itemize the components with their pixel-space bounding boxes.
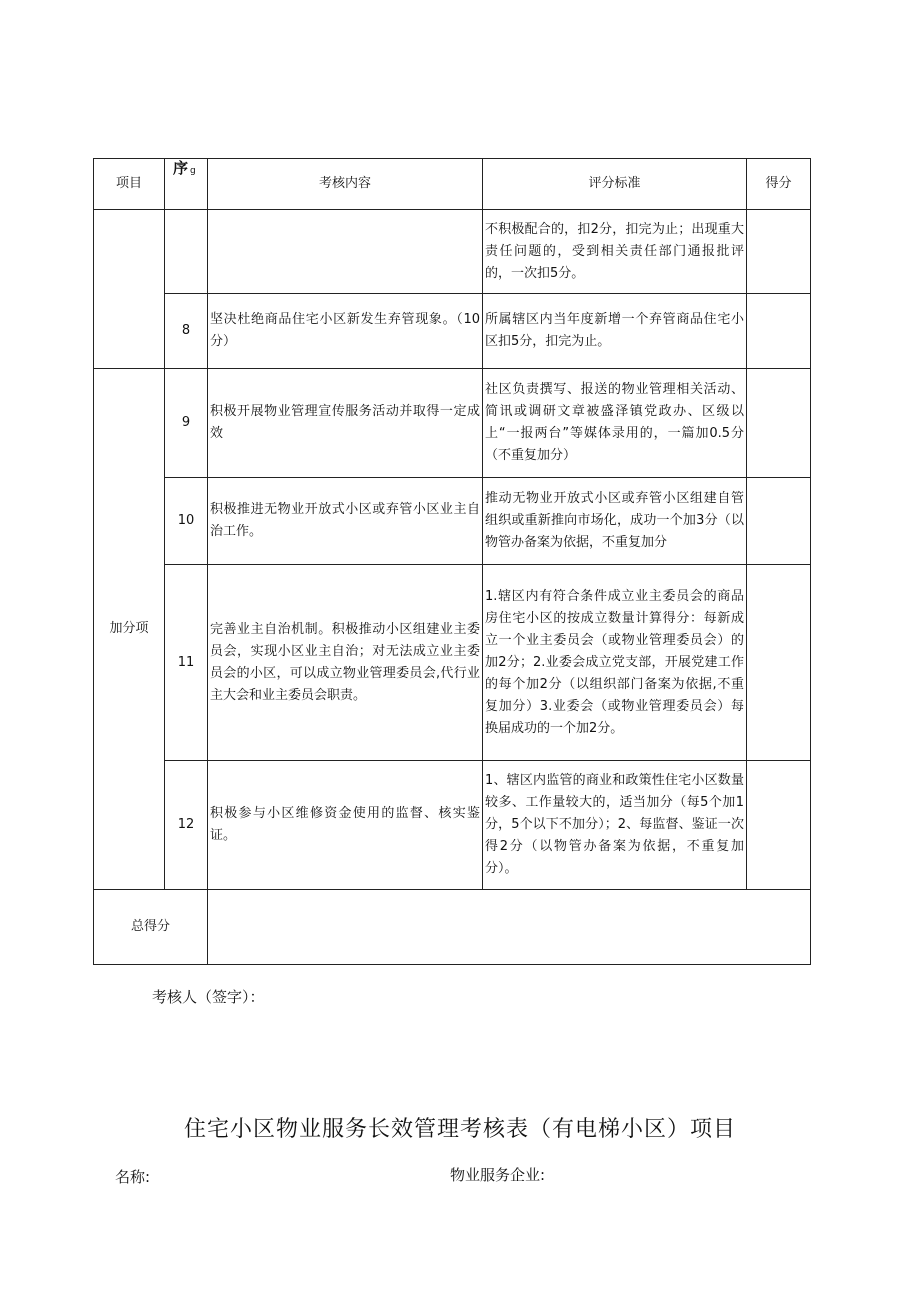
table-header-row bbox=[94, 159, 811, 210]
criteria-cell: 1、辖区内监管的商业和政策性住宅小区数量较多、工作量较大的，适当加分（每5个加1分，5个以下不加分）；2、每监督、鉴证一次得2分（以物管办备案为依据，不重复加分）。 bbox=[483, 761, 747, 890]
seq-cell bbox=[165, 210, 208, 294]
bonus-category-label: 加分项 bbox=[94, 369, 165, 890]
seq-cell: 12 bbox=[165, 761, 208, 890]
criteria-cell: 社区负责撰写、报送的物业管理相关活动、简讯或调研文章被盛泽镇党政办、区级以上“一报两台”等媒体录用的，一篇加0.5分（不重复加分） bbox=[483, 369, 747, 478]
table-row bbox=[94, 761, 811, 890]
seq-cell: 9 bbox=[165, 369, 208, 478]
company-label: 物业服务企业: bbox=[450, 1166, 546, 1184]
assessment-table bbox=[93, 158, 811, 965]
header-score: 得分 bbox=[747, 159, 811, 210]
score-cell[interactable] bbox=[747, 565, 811, 761]
content-cell: 完善业主自治机制。积极推动小区组建业主委员会，实现小区业主自治；对无法成立业主委员会的小区，可以成立物业管理委员会,代行业主大会和业主委员会职责。 bbox=[208, 565, 483, 761]
total-score-label: 总得分 bbox=[94, 890, 208, 965]
name-label: 名称: bbox=[115, 1168, 151, 1186]
score-cell[interactable] bbox=[747, 478, 811, 565]
header-seq-label: 序 bbox=[173, 159, 189, 177]
criteria-cell: 推动无物业开放式小区或弃管小区组建自管组织或重新推向市场化，成功一个加3分（以物管办备案为依据，不重复加分 bbox=[483, 478, 747, 565]
seq-cell: 10 bbox=[165, 478, 208, 565]
table-row bbox=[94, 478, 811, 565]
content-cell: 积极开展物业管理宣传服务活动并取得一定成效 bbox=[208, 369, 483, 478]
category-cell-upper bbox=[94, 210, 165, 369]
score-cell[interactable] bbox=[747, 294, 811, 369]
seq-cell: 8 bbox=[165, 294, 208, 369]
total-row bbox=[94, 890, 811, 965]
header-project: 项目 bbox=[94, 159, 165, 210]
score-cell[interactable] bbox=[747, 761, 811, 890]
score-cell[interactable] bbox=[747, 369, 811, 478]
table-row bbox=[94, 294, 811, 369]
header-seq bbox=[165, 159, 208, 210]
score-cell[interactable] bbox=[747, 210, 811, 294]
table-row bbox=[94, 210, 811, 294]
seq-cell: 11 bbox=[165, 565, 208, 761]
content-cell: 积极推进无物业开放式小区或弃管小区业主自治工作。 bbox=[208, 478, 483, 565]
content-cell: 积极参与小区维修资金使用的监督、核实鉴证。 bbox=[208, 761, 483, 890]
table-row bbox=[94, 565, 811, 761]
criteria-cell: 不积极配合的，扣2分，扣完为止；出现重大责任问题的，受到相关责任部门通报批评的，一次扣5分。 bbox=[483, 210, 747, 294]
criteria-cell: 所属辖区内当年度新增一个弃管商品住宅小区扣5分，扣完为止。 bbox=[483, 294, 747, 369]
header-seq-mark: g bbox=[190, 166, 196, 176]
content-cell bbox=[208, 210, 483, 294]
header-criteria: 评分标准 bbox=[483, 159, 747, 210]
table-row bbox=[94, 369, 811, 478]
page-title: 住宅小区物业服务长效管理考核表（有电梯小区）项目 bbox=[183, 1117, 736, 1142]
header-content: 考核内容 bbox=[208, 159, 483, 210]
total-score-value[interactable] bbox=[208, 890, 811, 965]
content-cell: 坚决杜绝商品住宅小区新发生弃管现象。（10分） bbox=[208, 294, 483, 369]
criteria-cell: 1.辖区内有符合条件成立业主委员会的商品房住宅小区的按成立数量计算得分：每新成立一个业主委员会（或物业管理委员会）的加2分；2.业委会成立党支部，开展党建工作的每个加2分（以组织部门备案为依据,不重复加分）3.业委会（或物业管理委员会）每换届成功的一个加2分。 bbox=[483, 565, 747, 761]
signer-label: 考核人（签字）： bbox=[152, 988, 265, 1006]
